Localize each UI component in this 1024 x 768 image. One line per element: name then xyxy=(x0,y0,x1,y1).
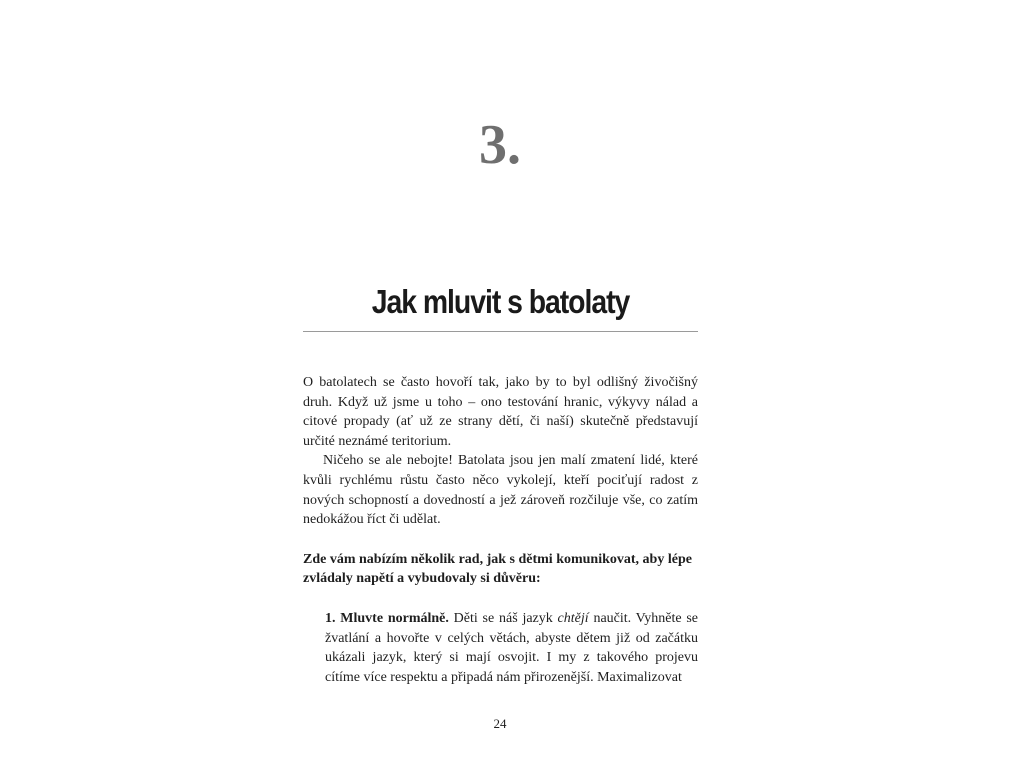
chapter-title: Jak mluvit s batolaty xyxy=(371,283,630,320)
page-number: 24 xyxy=(493,716,507,731)
list-item-1 xyxy=(325,609,698,687)
list-item-1-text-a: Děti se náš jazyk xyxy=(448,610,558,626)
list-item-1-lead: 1. Mluvte normálně. xyxy=(325,610,449,626)
list-item-1-italic: chtějí xyxy=(557,610,589,626)
body-text xyxy=(303,373,698,687)
chapter-number: 3. xyxy=(479,114,521,176)
title-divider xyxy=(303,331,698,332)
list-item-1-text-b: naučit. Vyhněte se žvatlání a hovořte v celých větách, abyste dětem již od začátku ukázali jazyk, který si mají osvojit. I my z takového projevu cítíme více respektu a připadá nám přirozenější. Maximalizovat xyxy=(325,610,698,685)
paragraph-1: O batolatech se často hovoří tak, jako by to byl odlišný živočišný druh. Když už jsme u toho – ono testování hranic, výkyvy nálad a citové propady (ať už ze strany dětí, či naší) skutečně představují určité neznámé teritorium. xyxy=(303,375,698,449)
paragraph-2: Ničeho se ale nebojte! Batolata jsou jen malí zmatení lidé, které kvůli rychlému růstu často něco vykolejí, kteří pociťují radost z nových schopností a dovedností a jež zároveň rozčiluje vše, co zatím nedokážou říct či udělat. xyxy=(303,453,698,528)
advice-intro: Zde vám nabízím několik rad, jak s dětmi komunikovat, aby lépe zvládaly napětí a vybudovaly si důvěru: xyxy=(303,551,692,587)
